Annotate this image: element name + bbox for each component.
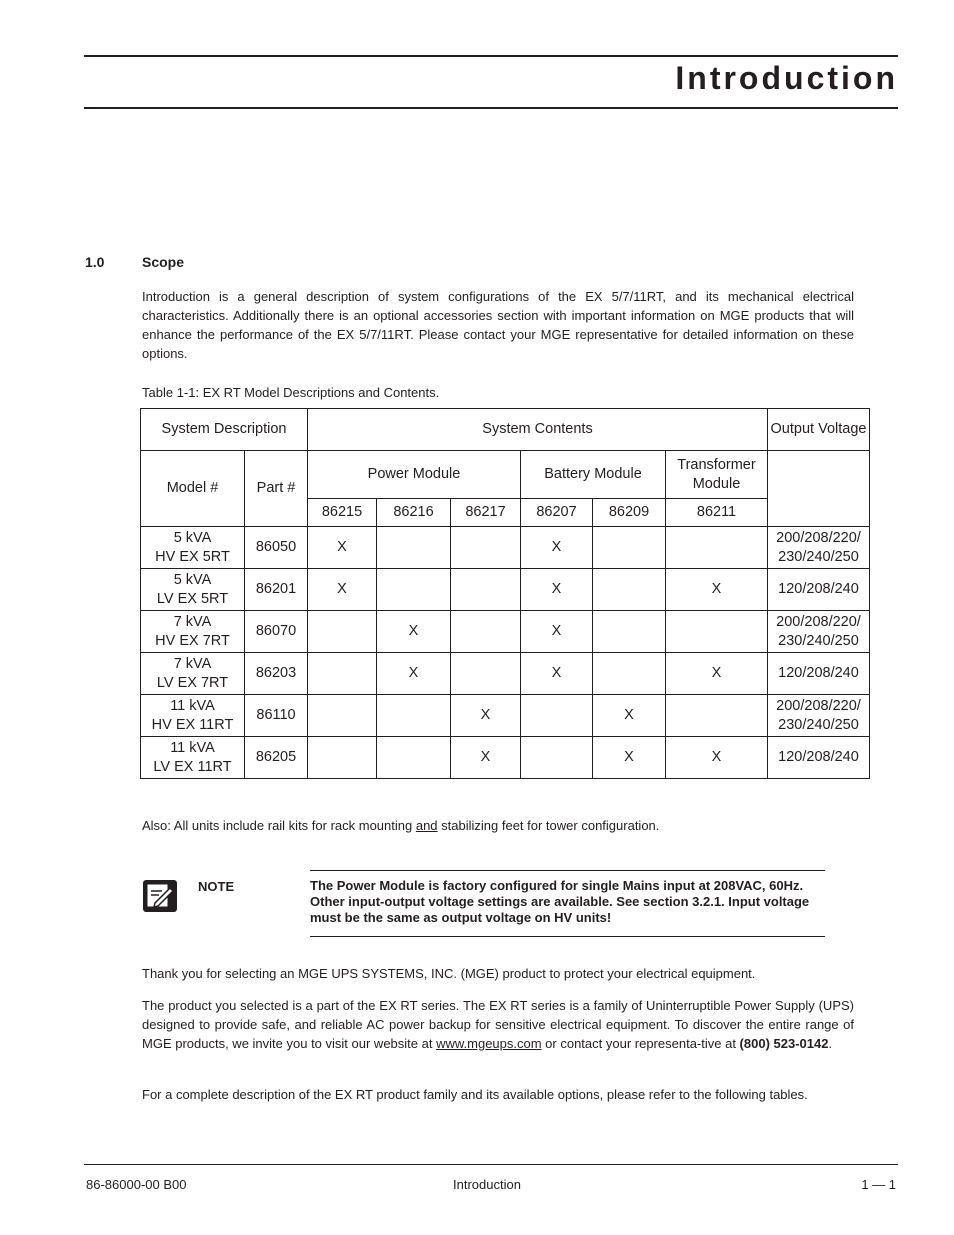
voltage-line: 200/208/220/: [776, 613, 861, 630]
mark-cell: [593, 611, 666, 653]
note-label: NOTE: [198, 879, 235, 894]
also-prefix: Also: All units include rail kits for rack mounting: [142, 818, 416, 833]
part-cell: 86205: [245, 737, 308, 779]
header-system-contents: System Contents: [308, 409, 768, 451]
mark-cell: X: [521, 611, 593, 653]
mark-cell: [451, 569, 521, 611]
mark-cell: [308, 611, 377, 653]
mark-cell: X: [593, 737, 666, 779]
table-row: [141, 737, 870, 779]
voltage-line: 200/208/220/: [776, 529, 861, 546]
page-title: Introduction: [675, 60, 898, 96]
mark-cell: [308, 695, 377, 737]
voltage-line: 230/240/250: [778, 632, 859, 649]
model-cell: [141, 695, 245, 737]
model-kva: 5 kVA: [173, 571, 212, 588]
section-title: Scope: [142, 254, 185, 270]
mark-cell: [377, 527, 451, 569]
table-row: [141, 569, 870, 611]
mark-cell: X: [308, 527, 377, 569]
mark-cell: [377, 737, 451, 779]
complete-paragraph: For a complete description of the EX RT product family and its available options, please refer to the following tables.: [142, 1087, 808, 1102]
footer-center: Introduction: [453, 1177, 521, 1192]
header-top-rule: [84, 55, 898, 57]
note-pencil-icon: [142, 879, 178, 913]
header-transformer-module: Transformer Module: [666, 451, 768, 499]
also-suffix: stabilizing feet for tower configuration.: [437, 818, 660, 833]
website-link[interactable]: www.mgeups.com: [436, 1036, 542, 1051]
voltage-cell: [768, 611, 870, 653]
voltage-cell: [768, 527, 870, 569]
voltage-line: 230/240/250: [778, 548, 859, 565]
mark-cell: X: [666, 653, 768, 695]
part-col: 86216: [377, 499, 451, 527]
model-name: LV EX 11RT: [153, 758, 232, 775]
mark-cell: [666, 695, 768, 737]
model-name: HV EX 11RT: [151, 716, 234, 733]
mark-cell: [593, 653, 666, 695]
table-caption: Table 1-1: EX RT Model Descriptions and Contents.: [142, 385, 440, 400]
header-model: Model #: [141, 451, 245, 527]
part-cell: 86070: [245, 611, 308, 653]
mark-cell: X: [451, 695, 521, 737]
part-cell: 86201: [245, 569, 308, 611]
also-underlined: and: [415, 818, 438, 833]
header-bottom-rule: [84, 107, 898, 109]
footer-doc-number: 86-86000-00 B00: [86, 1177, 187, 1192]
model-name: HV EX 7RT: [155, 632, 230, 649]
header-part: Part #: [245, 451, 308, 527]
mark-cell: X: [593, 695, 666, 737]
model-name: HV EX 5RT: [155, 548, 230, 565]
voltage-line: 230/240/250: [778, 716, 859, 733]
mark-cell: [666, 527, 768, 569]
mark-cell: X: [521, 653, 593, 695]
model-table: [140, 408, 870, 779]
model-kva: 7 kVA: [173, 655, 212, 672]
header-power-module: Power Module: [308, 451, 521, 499]
part-cell: 86203: [245, 653, 308, 695]
mark-cell: [521, 737, 593, 779]
header-system-description: System Description: [141, 409, 308, 451]
section-number: 1.0: [85, 254, 105, 270]
part-col: 86209: [593, 499, 666, 527]
model-kva: 5 kVA: [173, 529, 212, 546]
phone-number: (800) 523-0142: [739, 1036, 829, 1051]
model-kva: 11 kVA: [170, 739, 215, 756]
table-row: [141, 527, 870, 569]
mark-cell: X: [666, 569, 768, 611]
product-text-3: .: [828, 1036, 833, 1051]
header-battery-module: Battery Module: [521, 451, 666, 499]
voltage-line: 200/208/220/: [776, 697, 861, 714]
mark-cell: [666, 611, 768, 653]
model-name: LV EX 7RT: [156, 674, 229, 691]
footer-page-number: 1 — 1: [861, 1177, 896, 1192]
model-kva: 11 kVA: [170, 697, 215, 714]
part-col: 86215: [308, 499, 377, 527]
table-row: [141, 695, 870, 737]
mark-cell: X: [308, 569, 377, 611]
mark-cell: X: [377, 611, 451, 653]
mark-cell: [451, 611, 521, 653]
product-paragraph: [142, 996, 854, 1053]
mark-cell: X: [666, 737, 768, 779]
voltage-cell: [768, 569, 870, 611]
voltage-cell: [768, 695, 870, 737]
mark-cell: X: [451, 737, 521, 779]
voltage-line: 120/208/240: [778, 665, 859, 681]
mark-cell: X: [521, 569, 593, 611]
mark-cell: [593, 569, 666, 611]
table-body: [141, 527, 870, 779]
voltage-cell: [768, 737, 870, 779]
table-row: [141, 611, 870, 653]
mark-cell: X: [377, 653, 451, 695]
mark-cell: [308, 737, 377, 779]
table-row: [141, 653, 870, 695]
part-col: 86211: [666, 499, 768, 527]
part-cell: 86050: [245, 527, 308, 569]
mark-cell: [593, 527, 666, 569]
mark-cell: [521, 695, 593, 737]
model-cell: [141, 737, 245, 779]
model-name: LV EX 5RT: [156, 590, 229, 607]
model-cell: [141, 653, 245, 695]
mark-cell: [377, 695, 451, 737]
mark-cell: [451, 653, 521, 695]
note-top-rule: [310, 870, 825, 871]
mark-cell: X: [521, 527, 593, 569]
part-cell: 86110: [245, 695, 308, 737]
voltage-line: 120/208/240: [778, 749, 859, 765]
model-cell: [141, 569, 245, 611]
intro-paragraph: Introduction is a general description of system configurations of the EX 5/7/11RT, and its mechanical electrical characteristics. Additionally there is an optional accessories section with important information on MGE products that will enhance the performance of the EX 5/7/11RT. Please contact your MGE representative for detailed information on these options.: [142, 289, 854, 361]
model-cell: [141, 611, 245, 653]
mark-cell: [308, 653, 377, 695]
mark-cell: [451, 527, 521, 569]
footer-rule: [84, 1164, 898, 1165]
voltage-cell: [768, 653, 870, 695]
note-bottom-rule: [310, 936, 825, 937]
voltage-line: 120/208/240: [778, 581, 859, 597]
also-note: [142, 816, 854, 835]
thanks-paragraph: Thank you for selecting an MGE UPS SYSTEMS, INC. (MGE) product to protect your electrical equipment.: [142, 966, 756, 981]
model-kva: 7 kVA: [173, 613, 212, 630]
model-cell: [141, 527, 245, 569]
header-output-voltage: Output Voltage: [768, 409, 870, 451]
part-col: 86207: [521, 499, 593, 527]
mark-cell: [377, 569, 451, 611]
header-voltage-empty: [768, 451, 870, 527]
note-text: The Power Module is factory configured for single Mains input at 208VAC, 60Hz. Other input-output voltage settings are available. See section 3.2.1. Input voltage must be the same as output voltage on HV units!: [310, 878, 810, 925]
product-text-1: The product you selected is a part of the EX RT series. The EX RT series is a family of Uninterruptible Power Supply (UPS) designed to provide safe, and reliable AC power backup for sensitive electrical equipment. To discover the entire range of MGE products, we invite you to visit our website at: [142, 998, 854, 1051]
part-col: 86217: [451, 499, 521, 527]
product-text-2: or contact your representa-tive at: [541, 1036, 740, 1051]
